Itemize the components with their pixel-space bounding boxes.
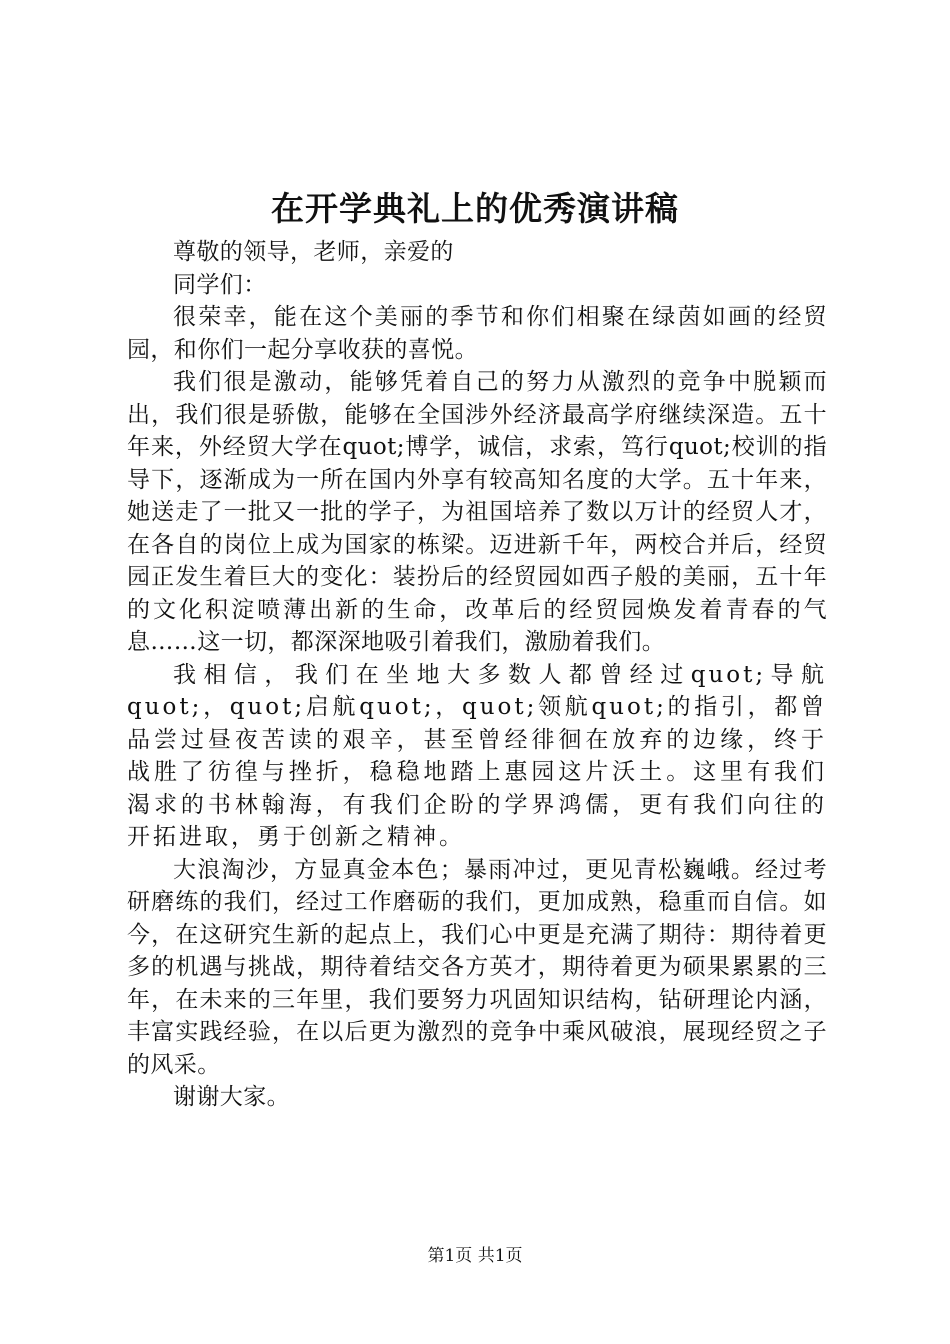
document-title: 在开学典礼上的优秀演讲稿	[271, 189, 679, 228]
salutation-line: 同学们：	[173, 271, 267, 298]
document-body	[127, 236, 827, 1114]
closing-line: 谢谢大家。	[173, 1084, 290, 1110]
body-paragraph: 我们很是激动，能够凭着自己的努力从激烈的竞争中脱颖而出，我们很是骄傲，能够在全国涉外经济最高学府继续深造。五十年来，外经贸大学在quot;博学，诚信，求索，笃行quot;校训的指导下，逐渐成为一所在国内外享有较高知名度的大学。五十年来，她送走了一批又一批的学子，为祖国培养了数以万计的经贸人才，在各自的岗位上成为国家的栋梁。迈进新千年，两校合并后，经贸园正发生着巨大的变化：装扮后的经贸园如西子般的美丽，五十年的文化积淀喷薄出新的生命，改革后的经贸园焕发着青春的气息……这一切，都深深地吸引着我们，激励着我们。	[127, 369, 827, 655]
salutation-line: 尊敬的领导，老师，亲爱的	[173, 239, 454, 265]
body-paragraph: 很荣幸，能在这个美丽的季节和你们相聚在绿茵如画的经贸园，和你们一起分享收获的喜悦。	[127, 304, 827, 363]
body-paragraph: 大浪淘沙，方显真金本色；暴雨冲过，更见青松巍峨。经过考研磨练的我们，经过工作磨砺的我们，更加成熟，稳重而自信。如今，在这研究生新的起点上，我们心中更是充满了期待：期待着更多的机遇与挑战，期待着结交各方英才，期待着更为硕果累累的三年，在未来的三年里，我们要努力巩固知识结构，钻研理论内涵，丰富实践经验，在以后更为激烈的竞争中乘风破浪，展现经贸之子的风采。	[127, 856, 827, 1078]
page-footer: 第1页 共1页	[427, 1246, 523, 1266]
body-paragraph: 我相信，我们在坐地大多数人都曾经过quot;导航quot;，quot;启航quot;，quot;领航quot;的指引，都曾品尝过昼夜苦读的艰辛，甚至曾经徘徊在放弃的边缘，终于战胜了彷徨与挫折，稳稳地踏上惠园这片沃土。这里有我们渴求的书林翰海，有我们企盼的学界鸿儒，更有我们向往的开拓进取，勇于创新之精神。	[127, 661, 827, 850]
